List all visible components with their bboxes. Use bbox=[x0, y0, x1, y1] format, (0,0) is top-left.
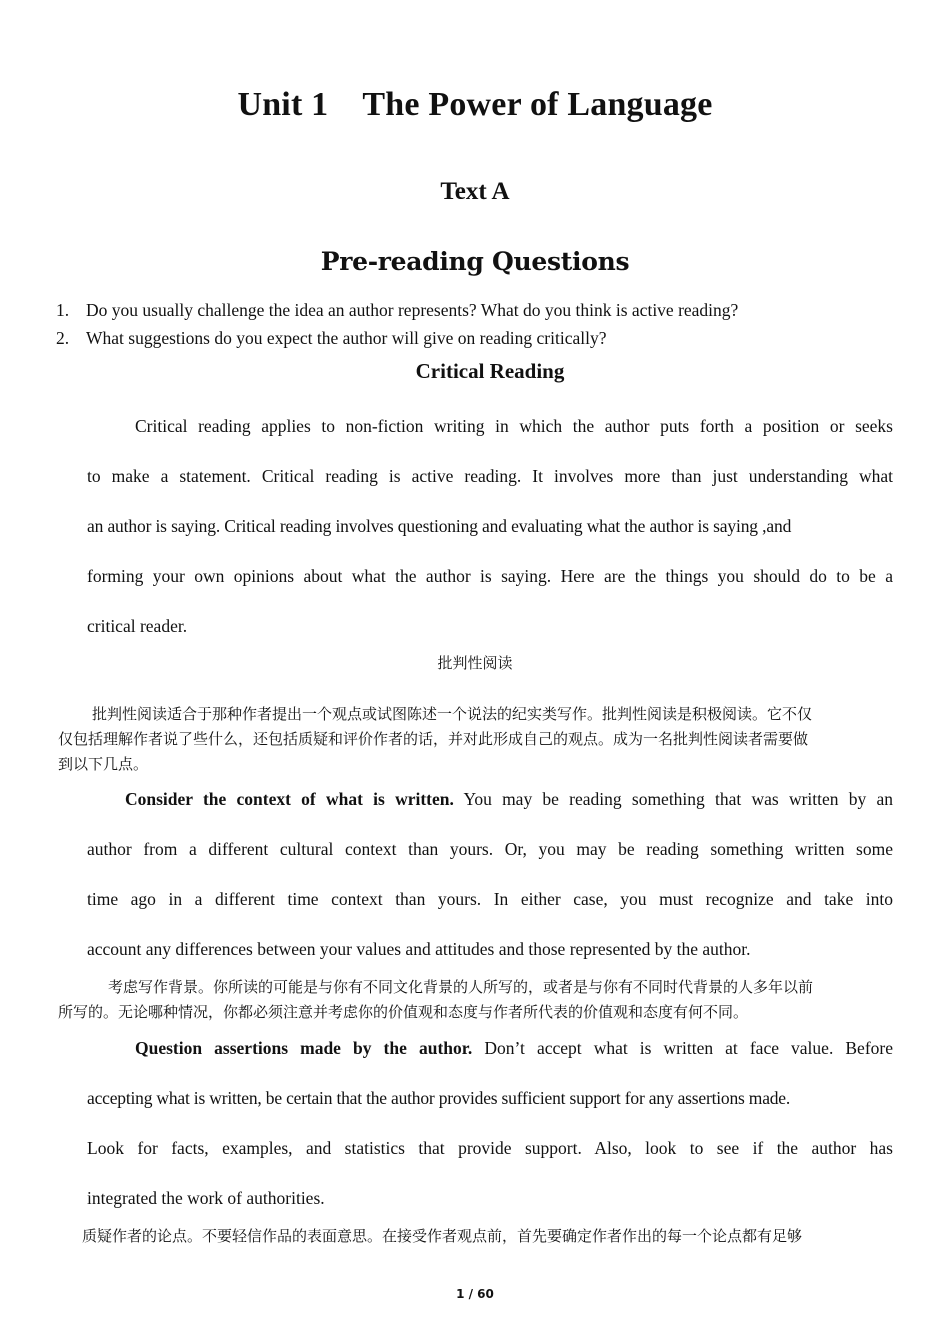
zh-intro-paragraph bbox=[58, 702, 894, 777]
text-label: Text A bbox=[440, 178, 510, 205]
question-item bbox=[56, 324, 916, 352]
question-number: 2. bbox=[56, 328, 70, 348]
paragraph-lead: Question assertions made by the author. bbox=[135, 1038, 473, 1058]
question-text: Do you usually challenge the idea an author represents? What do you think is active reading? bbox=[86, 300, 739, 320]
zh-title: 批判性阅读 bbox=[437, 654, 513, 672]
paragraph-line: to make a statement. Critical reading is active reading. It involves more than just understanding what bbox=[87, 466, 893, 486]
paragraph-text: Don’t accept what is written at face value. Before bbox=[472, 1038, 893, 1058]
paragraph-line bbox=[87, 1023, 893, 1073]
zh-line: 考虑写作背景。你所读的可能是与你有不同文化背景的人所写的，或者是与你有不同时代背景的人多年以前 bbox=[108, 978, 814, 996]
paragraph-line: account any differences between your values and attitudes and those represented by the author. bbox=[87, 939, 751, 959]
unit-name: The Power of Language bbox=[362, 86, 713, 123]
zh-line: 所写的。无论哪种情况，你都必须注意并考虑你的价值观和态度与作者所代表的价值观和态度有何不同。 bbox=[58, 1003, 749, 1021]
zh-line: 仅包括理解作者说了些什么，还包括质疑和评价作者的话，并对此形成自己的观点。成为一名批判性阅读者需要做 bbox=[58, 730, 809, 748]
zh-line: 到以下几点。 bbox=[58, 755, 149, 773]
pre-reading-heading: Pre-reading Questions bbox=[320, 247, 630, 276]
paragraph-line: an author is saying. Critical reading involves questioning and evaluating what the author is saying ,and bbox=[87, 516, 792, 536]
paragraph-lead: Consider the context of what is written. bbox=[125, 789, 454, 809]
page-number: 1 / 60 bbox=[456, 1287, 494, 1301]
paragraph-line: Critical reading applies to non-fiction writing in which the author puts forth a position or seeks bbox=[135, 416, 893, 436]
article-title: Critical Reading bbox=[415, 359, 565, 383]
question-text: What suggestions do you expect the author will give on reading critically? bbox=[86, 328, 607, 348]
unit-number: Unit 1 bbox=[237, 86, 329, 123]
zh-line: 批判性阅读适合于那种作者提出一个观点或试图陈述一个说法的纪实类写作。批判性阅读是积极阅读。它不仅 bbox=[92, 705, 813, 723]
paragraph-line: author from a different cultural context than yours. Or, you may be reading something written some bbox=[87, 839, 893, 859]
zh-assertions-paragraph bbox=[58, 1224, 894, 1249]
paragraph-line: accepting what is written, be certain that the author provides sufficient support for any assertions made. bbox=[87, 1088, 791, 1108]
paragraph-text: You may be reading something that was written by an bbox=[453, 789, 893, 809]
question-number: 1. bbox=[56, 300, 70, 320]
paragraph-line: integrated the work of authorities. bbox=[87, 1188, 325, 1208]
zh-line: 质疑作者的论点。不要轻信作品的表面意思。在接受作者观点前，首先要确定作者作出的每一个论点都有足够 bbox=[82, 1227, 803, 1245]
zh-context-paragraph bbox=[58, 975, 894, 1025]
paragraph-line bbox=[87, 774, 893, 824]
question-item bbox=[56, 296, 916, 324]
unit-title bbox=[0, 86, 950, 124]
context-paragraph bbox=[87, 774, 893, 974]
paragraph-line: time ago in a different time context than yours. In either case, you must recognize and take into bbox=[87, 889, 893, 909]
pre-reading-questions bbox=[56, 296, 916, 352]
assertions-paragraph bbox=[87, 1023, 893, 1223]
paragraph-line: Look for facts, examples, and statistics that provide support. Also, look to see if the author has bbox=[87, 1138, 893, 1158]
paragraph-line: forming your own opinions about what the author is saying. Here are the things you should do to be a bbox=[87, 566, 893, 586]
intro-paragraph bbox=[87, 401, 893, 651]
paragraph-line: critical reader. bbox=[87, 616, 188, 636]
